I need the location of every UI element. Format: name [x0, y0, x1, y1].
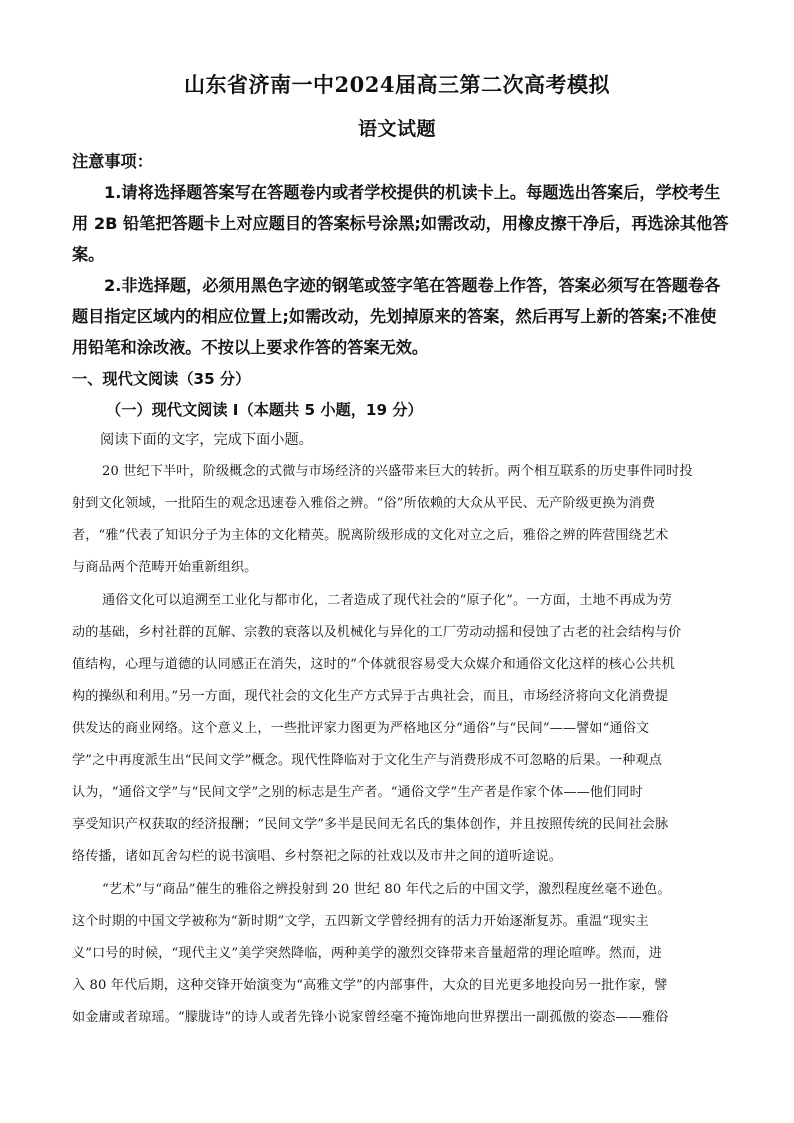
notice-line: 用铅笔和涂改液。不按以上要求作答的答案无效。 — [72, 338, 429, 357]
passage-line: 射到文化领域，一批陌生的观念迅速卷入雅俗之辨。“俗”所依赖的大众从平民、无产阶级更换为消费 — [72, 496, 656, 511]
passage-line: 值结构，心理与道德的认同感正在消失，这时的“个体就很容易受大众媒介和通俗文化这样的核心公共机 — [72, 657, 675, 672]
subsection-heading: （一）现代文阅读 I（本题共 5 小题，19 分） — [106, 401, 423, 419]
section-heading: 一、现代文阅读（35 分） — [72, 370, 251, 388]
notice-line: 案。 — [72, 245, 105, 264]
passage-line: 认为，“通俗文学”与“民间文学”之别的标志是生产者。“通俗文学”生产者是作家个体——他们同时 — [72, 785, 643, 800]
reading-instruction: 阅读下面的文字，完成下面小题。 — [100, 432, 313, 448]
passage-line: 供发达的商业网络。这个意义上，一些批评家力图更为严格地区分“通俗”与“民间”——譬如“通俗文 — [72, 721, 650, 736]
notice-heading: 注意事项： — [72, 152, 153, 171]
passage-line: 如金庸或者琼瑶。“朦胧诗”的诗人或者先锋小说家曾经毫不掩饰地向世界摆出一副孤傲的姿态——雅俗 — [72, 1010, 669, 1025]
passage-line: 20 世纪下半叶，阶级概念的式微与市场经济的兴盛带来巨大的转折。两个相互联系的历史事件同时投 — [102, 464, 693, 479]
notice-line: 2.非选择题，必须用黑色字迹的钢笔或签字笔在答题卷上作答，答案必须写在答题卷各 — [104, 276, 721, 295]
exam-subtitle: 语文试题 — [357, 118, 436, 140]
passage-line: 这个时期的中国文学被称为“新时期”文学，五四新文学曾经拥有的活力开始逐渐复苏。重温“现实主 — [72, 914, 649, 929]
passage-line: 义”口号的时候，“现代主义”美学突然降临，两种美学的激烈交锋带来音量超常的理论喧哗。然而，进 — [72, 946, 663, 961]
passage-line: 者，“雅”代表了知识分子为主体的文化精英。脱离阶级形成的文化对立之后，雅俗之辨的阵营围绕艺术 — [72, 528, 669, 543]
passage-line: 享受知识产权获取的经济报酬；“民间文学”多半是民间无名氏的集体创作，并且按照传统的民间社会脉 — [72, 817, 669, 832]
passage-line: 学”之中再度派生出“民间文学”概念。现代性降临对于文化生产与消费形成不可忽略的后果。一种观点 — [72, 753, 663, 768]
passage-line: 与商品两个范畴开始重新组织。 — [72, 560, 258, 575]
passage-line: 入 80 年代后期，这种交锋开始演变为“高雅文学”的内部事件，大众的目光更多地投向另一批作家，譬 — [72, 978, 668, 993]
passage-line: 动的基础，乡村社群的瓦解、宗教的衰落以及机械化与异化的工厂劳动动摇和侵蚀了古老的社会结构与价 — [72, 625, 682, 640]
passage-line: 络传播，诸如瓦舍勾栏的说书演唱、乡村祭祀之际的社戏以及市井之间的道听途说。 — [72, 849, 563, 864]
exam-title: 山东省济南一中2024届高三第二次高考模拟 — [184, 72, 610, 97]
passage-line: 通俗文化可以追溯至工业化与都市化，二者造成了现代社会的“原子化”。一方面，土地不再成为劳 — [102, 593, 672, 608]
passage-line: 构的操纵和利用。”另一方面，现代社会的文化生产方式异于古典社会，而且，市场经济将向文化消费提 — [72, 689, 669, 704]
passage-line: “艺术”与“商品”催生的雅俗之辨投射到 20 世纪 80 年代之后的中国文学，激烈程度丝毫不逊色。 — [102, 882, 671, 897]
notice-line: 用 2B 铅笔把答题卡上对应题目的答案标号涂黑;如需改动，用橡皮擦干净后，再选涂其他答 — [72, 214, 729, 233]
notice-line: 题目指定区域内的相应位置上;如需改动，先划掉原来的答案，然后再写上新的答案;不准使 — [72, 307, 717, 326]
notice-line: 1.请将选择题答案写在答题卷内或者学校提供的机读卡上。每题选出答案后，学校考生 — [104, 183, 721, 202]
